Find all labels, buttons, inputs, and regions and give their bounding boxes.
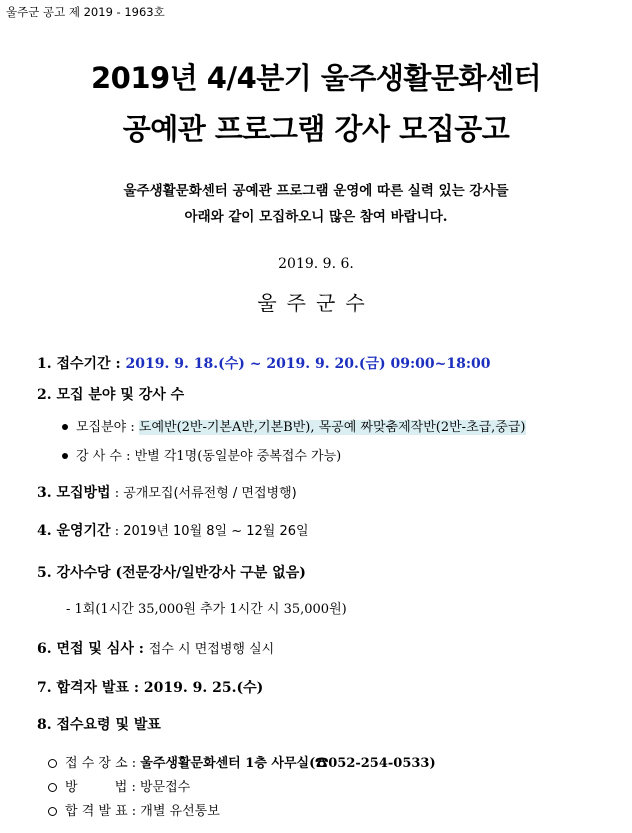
section-2-heading [37,384,184,404]
section-4-value: 2019년 10월 8일 ~ 12월 26일 [123,524,309,539]
title-line-2: 공예관 프로그램 강사 모집공고 [122,112,510,146]
circle-bullet-icon [48,807,57,816]
bullet-icon [62,424,68,430]
section-2-item-1-value: 도예반(2반-기본A반,기본B반), 목공예 짜맞춤제작반(2반-초급,중급) [138,420,526,435]
section-8-label: 8. 접수요령 및 발표 [37,717,161,733]
section-1-value: 2019. 9. 18.(수) ~ 2019. 9. 20.(금) 09:00~18:00 [125,356,491,372]
section-7-announcement [37,677,263,697]
section-1-period [37,353,491,373]
section-3-label: 3. 모집방법 [37,485,111,501]
section-8-item-1-key: 접 수 장 소 : [65,756,141,771]
bullet-icon [62,453,68,459]
section-7-value: 2019. 9. 25.(수) [143,680,264,696]
section-3-sep: : [110,486,124,501]
section-6-interview [37,638,274,658]
section-4-label: 4. 운영기간 [37,523,111,539]
title-line-1: 2019년 4/4분기 울주생활문화센터 [90,61,541,95]
section-8-item-2-key: 방 법 : [65,780,140,795]
section-3-method [37,482,297,502]
section-4-sep: : [110,524,124,539]
section-5-detail-text: - 1회(1시간 35,000원 추가 1시간 시 35,000원) [66,602,347,617]
section-8-item-3-value: 개별 유선통보 [140,804,220,819]
section-8-heading [37,714,161,734]
section-2-item-2-value: 반별 각1명(동일분야 중복접수 가능) [134,449,342,464]
notice-date: 2019. 9. 6. [278,256,354,272]
section-6-sep: : [133,641,149,657]
section-8-item-3 [48,800,220,819]
section-4-period [37,520,309,540]
circle-bullet-icon [48,783,57,792]
section-8-item-1 [48,752,436,771]
section-2-item-1 [62,416,526,435]
notice-number: 울주군 공고 제 2019 - 1963호 [6,5,165,19]
section-1-sep: : [110,356,126,372]
section-8-item-1-value: 울주생활문화센터 1층 사무실(☎052-254-0533) [140,756,436,771]
section-7-sep: : [128,680,144,696]
section-3-value: 공개모집(서류전형 / 면접병행) [123,486,297,501]
section-6-label: 6. 면접 및 심사 [37,641,134,657]
section-5-label: 5. 강사수당 (전문강사/일반강사 구분 없음) [37,565,306,581]
section-2-item-2-key: 강 사 수 : [76,449,135,464]
section-8-item-2 [48,776,190,795]
section-7-label: 7. 합격자 발표 [37,680,129,696]
circle-bullet-icon [48,759,57,768]
section-5-heading [37,562,306,582]
issuer: 울주군수 [257,291,375,315]
section-1-label: 1. 접수기간 [37,356,111,372]
section-2-item-2 [62,445,341,464]
section-2-item-1-key: 모집분야 : [76,420,139,435]
section-8-item-2-value: 방문접수 [139,780,191,795]
section-5-detail [66,598,347,617]
intro-line-2: 아래와 같이 모집하오니 많은 참여 바랍니다. [184,209,448,225]
section-6-value: 접수 시 면접병행 실시 [148,642,275,657]
intro-line-1: 울주생활문화센터 공예관 프로그램 운영에 따른 실력 있는 강사들 [123,183,509,199]
section-2-label: 2. 모집 분야 및 강사 수 [37,387,185,403]
section-8-item-3-key: 합 격 발 표 : [65,804,141,819]
